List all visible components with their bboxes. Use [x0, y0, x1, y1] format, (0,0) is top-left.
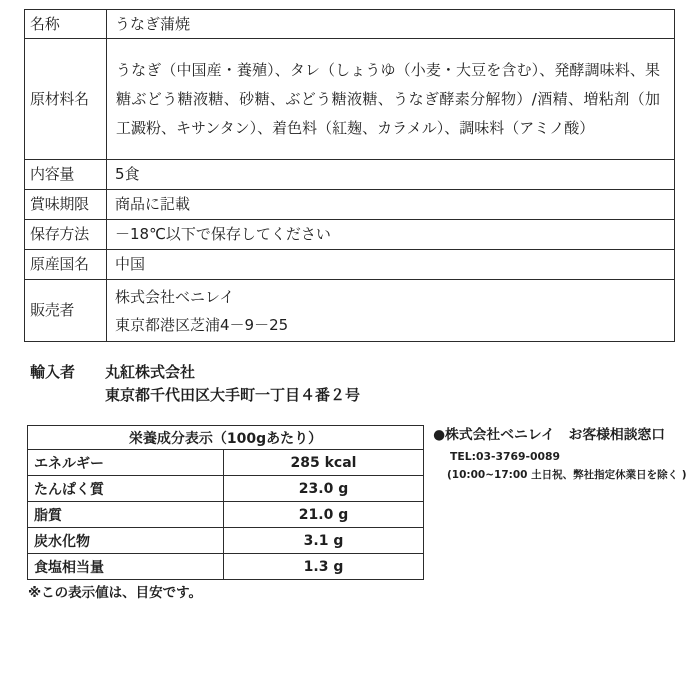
- nutrition-value-fat: 21.0 g: [224, 502, 424, 528]
- spec-label-storage: 保存方法: [25, 220, 107, 250]
- nutrition-row-energy: [28, 450, 424, 476]
- spec-label-expiry: 賞味期限: [25, 190, 107, 220]
- spec-value-seller: [107, 280, 675, 342]
- spec-row-seller: [25, 280, 675, 342]
- nutrition-value-salt: 1.3 g: [224, 554, 424, 580]
- spec-label-seller: 販売者: [25, 280, 107, 342]
- contact-title-text: 株式会社ベニレイ お客様相談窓口: [445, 427, 666, 443]
- nutrition-header-row: [28, 426, 424, 450]
- nutrition-table: [27, 425, 424, 580]
- spec-label-name: 名称: [25, 10, 107, 39]
- spec-value-ingredients: うなぎ（中国産・養殖）、タレ（しょうゆ（小麦・大豆を含む）、発酵調味料、果糖ぶどう糖液糖、砂糖、ぶどう糖液糖、うなぎ酵素分解物）/酒精、増粘剤（加工澱粉、キサンタン）、着色料（紅麹、カラメル）、調味料（アミノ酸）: [107, 39, 675, 160]
- nutrition-footnote: ※この表示値は、目安です。: [28, 585, 203, 601]
- nutrition-row-salt: [28, 554, 424, 580]
- nutrition-title: 栄養成分表示（100gあたり）: [28, 426, 424, 450]
- contact-phone: TEL:03-3769-0089: [450, 450, 561, 463]
- spec-row-contents: [25, 160, 675, 190]
- spec-value-contents: 5食: [107, 160, 675, 190]
- nutrition-row-protein: [28, 476, 424, 502]
- nutrition-label-energy: エネルギー: [28, 450, 224, 476]
- contact-hours: (10:00~17:00 土日祝、弊社指定休業日を除く ): [447, 469, 687, 481]
- importer-block: [30, 361, 360, 407]
- importer-company: 丸紅株式会社: [105, 363, 196, 381]
- nutrition-row-fat: [28, 502, 424, 528]
- spec-value-storage: －18℃以下で保存してください: [107, 220, 675, 250]
- spec-row-expiry: [25, 190, 675, 220]
- nutrition-label-carbs: 炭水化物: [28, 528, 224, 554]
- nutrition-value-energy: 285 kcal: [224, 450, 424, 476]
- importer-label: 輸入者: [30, 363, 76, 381]
- spec-row-origin: [25, 250, 675, 280]
- spec-value-expiry: 商品に記載: [107, 190, 675, 220]
- nutrition-value-carbs: 3.1 g: [224, 528, 424, 554]
- bullet-icon: ●: [433, 427, 446, 443]
- spec-value-origin: 中国: [107, 250, 675, 280]
- importer-address: 東京都千代田区大手町一丁目４番２号: [105, 386, 361, 404]
- nutrition-label-protein: たんぱく質: [28, 476, 224, 502]
- spec-value-name: うなぎ蒲焼: [107, 10, 675, 39]
- spec-label-ingredients: 原材料名: [25, 39, 107, 160]
- importer-details: [105, 361, 360, 407]
- nutrition-label-salt: 食塩相当量: [28, 554, 224, 580]
- nutrition-row-carbs: [28, 528, 424, 554]
- nutrition-value-protein: 23.0 g: [224, 476, 424, 502]
- product-spec-table: [24, 9, 675, 342]
- spec-label-contents: 内容量: [25, 160, 107, 190]
- spec-label-origin: 原産国名: [25, 250, 107, 280]
- spec-row-ingredients: [25, 39, 675, 160]
- contact-title: [433, 423, 693, 443]
- seller-company: 株式会社ベニレイ: [115, 287, 235, 306]
- seller-address: 東京都港区芝浦4－9－25: [115, 315, 289, 334]
- customer-service-block: [433, 423, 693, 482]
- spec-row-storage: [25, 220, 675, 250]
- nutrition-label-fat: 脂質: [28, 502, 224, 528]
- spec-row-name: [25, 10, 675, 39]
